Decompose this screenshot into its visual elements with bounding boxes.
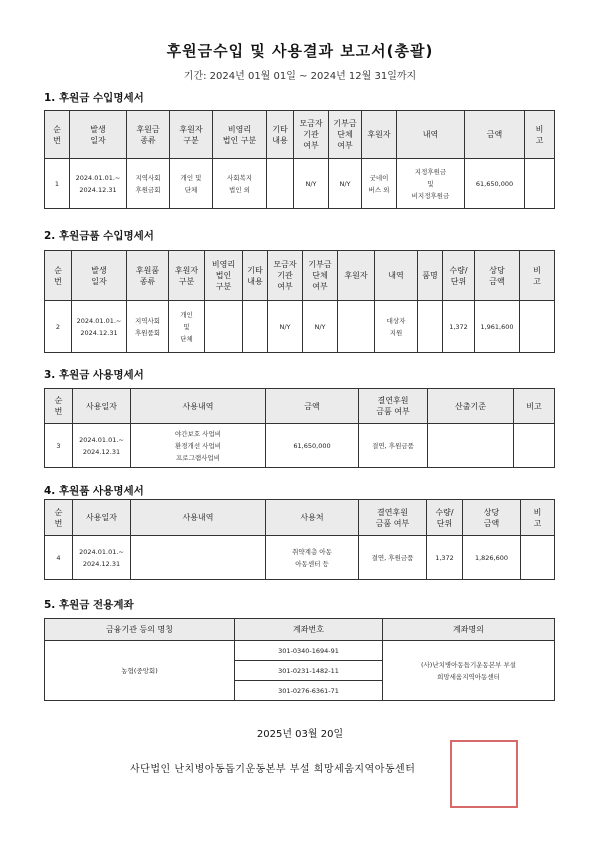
- cell-basis: [428, 424, 514, 468]
- official-seal: [450, 740, 518, 808]
- cell-donor-type: 개인 및 단체: [170, 159, 213, 209]
- header-date: 사용일자: [73, 500, 131, 536]
- header-amount: 금액: [465, 111, 525, 159]
- header-item: 품명: [418, 251, 443, 301]
- header-donation-org: 기부금 단체 여부: [329, 111, 362, 159]
- section-1-title: 1. 후원금 수입명세서: [44, 92, 144, 104]
- cell-no: 2: [45, 301, 72, 353]
- cell-donor-type: 개인 및 단체: [169, 301, 205, 353]
- header-note: 비 고: [525, 111, 555, 159]
- cell-no: 4: [45, 536, 73, 580]
- header-account-no: 계좌번호: [235, 619, 383, 641]
- header-place: 사용처: [266, 500, 359, 536]
- header-amount: 상당 금액: [463, 500, 521, 536]
- usage-header-row: [45, 389, 555, 424]
- header-detail: 내역: [397, 111, 465, 159]
- cell-holder: (사)난치병아동돕기운동본부 부설 희망세움지역아동센터: [383, 641, 555, 701]
- header-donor: 후원자: [362, 111, 397, 159]
- section-4-title: 4. 후원품 사용명세서: [44, 485, 144, 497]
- header-donor-type: 후원자 구분: [170, 111, 213, 159]
- table-row: [45, 536, 555, 580]
- header-bank: 금융기관 등의 명칭: [45, 619, 235, 641]
- section-5-title: 5. 후원금 전용계좌: [44, 599, 134, 611]
- header-holder: 계좌명의: [383, 619, 555, 641]
- cell-account-no: 301-0340-1694-91: [235, 641, 383, 661]
- header-etc: 기타 내용: [243, 251, 268, 301]
- cell-usage: 야간보호 사업비 환경개선 사업비 프로그램사업비: [131, 424, 266, 468]
- cell-detail: 대상자 지원: [375, 301, 418, 353]
- account-header-row: [45, 619, 555, 641]
- cell-fundraiser: N/Y: [268, 301, 303, 353]
- header-donor: 후원자: [338, 251, 375, 301]
- header-basis: 산출기준: [428, 389, 514, 424]
- header-note: 비 고: [520, 251, 555, 301]
- header-donor-type: 후원자 구분: [169, 251, 205, 301]
- income-table: [44, 110, 555, 209]
- cell-qty: 1,372: [443, 301, 475, 353]
- header-no: 순 번: [45, 500, 73, 536]
- cell-no: 3: [45, 424, 73, 468]
- header-date: 발생 일자: [70, 111, 127, 159]
- in-kind-header-row: [45, 251, 555, 301]
- in-kind-usage-table: [44, 499, 555, 580]
- cell-kind: 지역사회 후원품회: [127, 301, 169, 353]
- header-fundraiser: 모금자 기관 여부: [294, 111, 329, 159]
- page-title: 후원금수입 및 사용결과 보고서(총괄): [166, 42, 434, 60]
- cell-qty: 1,372: [427, 536, 463, 580]
- cell-account-no: 301-0231-1482-11: [235, 661, 383, 681]
- cell-date: 2024.01.01.~ 2024.12.31: [73, 536, 131, 580]
- cell-amount: 61,650,000: [465, 159, 525, 209]
- cell-date: 2024.01.01.~ 2024.12.31: [73, 424, 131, 468]
- header-no: 순 번: [45, 111, 70, 159]
- cell-nonprofit: 사회복지 법인 외: [213, 159, 267, 209]
- header-note: 비 고: [521, 500, 555, 536]
- header-qty: 수량/ 단위: [443, 251, 475, 301]
- header-no: 순 번: [45, 389, 73, 424]
- table-row: [45, 641, 555, 661]
- cell-date: 2024.01.01.~ 2024.12.31: [70, 159, 127, 209]
- cell-note: [525, 159, 555, 209]
- in-kind-income-table: [44, 250, 555, 353]
- cell-donation-org: N/Y: [303, 301, 338, 353]
- organization-name: 사단법인 난치병아동돕기운동본부 부설 희망세움지역아동센터: [130, 764, 416, 775]
- section-3-title: 3. 후원금 사용명세서: [44, 369, 144, 381]
- cell-amount: 1,826,600: [463, 536, 521, 580]
- cell-sponsor: 결연, 후원금품: [359, 424, 428, 468]
- header-amount: 상당 금액: [475, 251, 520, 301]
- report-period: 기간: 2024년 01월 01일 ~ 2024년 12월 31일까지: [183, 71, 417, 82]
- header-sponsor: 결연후원 금품 여부: [359, 389, 428, 424]
- income-header-row: [45, 111, 555, 159]
- cell-note: [520, 301, 555, 353]
- account-table: [44, 618, 555, 701]
- cell-note: [514, 424, 555, 468]
- cell-usage: [131, 536, 266, 580]
- header-note: 비고: [514, 389, 555, 424]
- header-sponsor: 결연후원 금품 여부: [359, 500, 427, 536]
- header-fundraiser: 모금자 기관 여부: [268, 251, 303, 301]
- header-usage: 사용내역: [131, 389, 266, 424]
- header-donation-org: 기부금 단체 여부: [303, 251, 338, 301]
- cell-nonprofit: [205, 301, 243, 353]
- header-qty: 수량/ 단위: [427, 500, 463, 536]
- header-detail: 내역: [375, 251, 418, 301]
- cell-item: [418, 301, 443, 353]
- cell-etc: [267, 159, 294, 209]
- cell-place: 취약계층 아동 아동센터 등: [266, 536, 359, 580]
- cell-donor: 굿네이 버스 외: [362, 159, 397, 209]
- report-date: 2025년 03월 20일: [256, 729, 344, 740]
- usage-table: [44, 388, 555, 468]
- header-date: 사용일자: [73, 389, 131, 424]
- cell-sponsor: 결연, 후원금품: [359, 536, 427, 580]
- section-2-title: 2. 후원금품 수입명세서: [44, 230, 154, 242]
- header-nonprofit: 비영리 법인 구분: [205, 251, 243, 301]
- header-kind: 후원금 종류: [127, 111, 170, 159]
- cell-kind: 지역사회 후원금회: [127, 159, 170, 209]
- table-row: [45, 301, 555, 353]
- cell-account-no: 301-0276-6361-71: [235, 681, 383, 701]
- cell-fundraiser: N/Y: [294, 159, 329, 209]
- header-date: 발생 일자: [72, 251, 127, 301]
- cell-donor: [338, 301, 375, 353]
- cell-date: 2024.01.01.~ 2024.12.31: [72, 301, 127, 353]
- cell-etc: [243, 301, 268, 353]
- cell-no: 1: [45, 159, 70, 209]
- cell-donation-org: N/Y: [329, 159, 362, 209]
- header-usage: 사용내역: [131, 500, 266, 536]
- cell-amount: 1,961,600: [475, 301, 520, 353]
- table-row: [45, 159, 555, 209]
- cell-note: [521, 536, 555, 580]
- cell-bank: 농협(중앙회): [45, 641, 235, 701]
- header-etc: 기타 내용: [267, 111, 294, 159]
- header-no: 순 번: [45, 251, 72, 301]
- cell-amount: 61,650,000: [266, 424, 359, 468]
- header-nonprofit: 비영리 법인 구분: [213, 111, 267, 159]
- table-row: [45, 424, 555, 468]
- header-amount: 금액: [266, 389, 359, 424]
- in-kind-usage-header-row: [45, 500, 555, 536]
- header-kind: 후원품 종류: [127, 251, 169, 301]
- cell-detail: 지정후원금 및 비지정후원금: [397, 159, 465, 209]
